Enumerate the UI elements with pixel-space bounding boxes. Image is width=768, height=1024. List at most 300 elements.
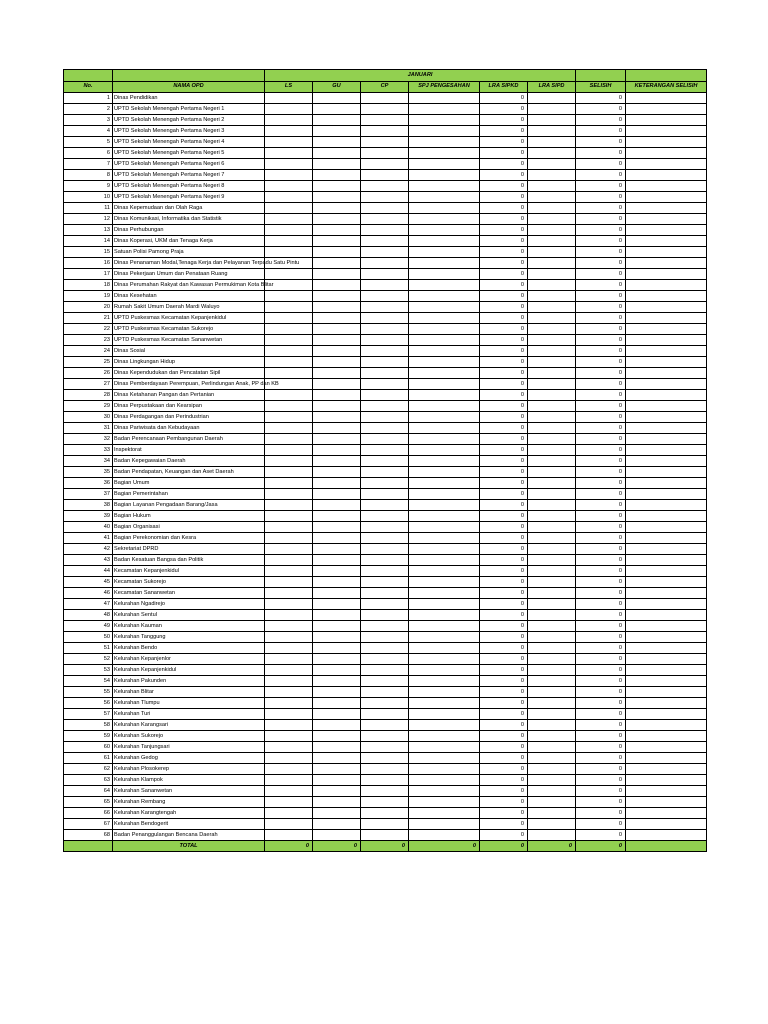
cp-cell (361, 236, 409, 247)
table-row (64, 533, 707, 544)
cp-cell (361, 302, 409, 313)
spj-pengesahan-cell (409, 181, 480, 192)
row-number-cell: 11 (64, 203, 113, 214)
keterangan-selisih-cell (626, 203, 707, 214)
spj-pengesahan-cell (409, 467, 480, 478)
selisih-cell: 0 (576, 379, 626, 390)
gu-cell (313, 742, 361, 753)
spj-pengesahan-cell (409, 566, 480, 577)
lra-sipkd-cell: 0 (480, 654, 528, 665)
row-number-cell: 61 (64, 753, 113, 764)
lra-sipd-cell (528, 709, 576, 720)
gu-cell (313, 577, 361, 588)
gu-cell (313, 126, 361, 137)
keterangan-selisih-cell (626, 357, 707, 368)
lra-sipkd-cell: 0 (480, 478, 528, 489)
lra-sipd-cell (528, 214, 576, 225)
keterangan-selisih-cell (626, 126, 707, 137)
cp-cell (361, 434, 409, 445)
spj-pengesahan-cell (409, 126, 480, 137)
selisih-cell: 0 (576, 555, 626, 566)
gu-cell (313, 423, 361, 434)
lra-sipkd-cell: 0 (480, 698, 528, 709)
gu-cell (313, 456, 361, 467)
keterangan-selisih-cell (626, 764, 707, 775)
opd-name-cell: UPTD Sekolah Menengah Pertama Negeri 3 (113, 126, 265, 137)
opd-name-cell: Kelurahan Sukorejo (113, 731, 265, 742)
row-number-cell: 56 (64, 698, 113, 709)
ls-cell (265, 390, 313, 401)
spj-pengesahan-cell (409, 797, 480, 808)
header-row-columns (64, 81, 707, 93)
gu-cell (313, 291, 361, 302)
lra-sipd-cell (528, 764, 576, 775)
opd-name-cell: Dinas Lingkungan Hidup (113, 357, 265, 368)
selisih-cell: 0 (576, 225, 626, 236)
row-number-cell: 48 (64, 610, 113, 621)
row-number-cell: 18 (64, 280, 113, 291)
ls-cell (265, 819, 313, 830)
keterangan-selisih-cell (626, 115, 707, 126)
row-number-cell: 62 (64, 764, 113, 775)
cp-cell (361, 654, 409, 665)
cp-cell (361, 346, 409, 357)
table-row (64, 181, 707, 192)
spj-pengesahan-cell (409, 412, 480, 423)
lra-sipkd-cell: 0 (480, 203, 528, 214)
table-row (64, 500, 707, 511)
ls-cell (265, 368, 313, 379)
ls-cell (265, 720, 313, 731)
lra-sipkd-cell: 0 (480, 588, 528, 599)
lra-sipd-cell (528, 676, 576, 687)
selisih-cell: 0 (576, 126, 626, 137)
gu-cell (313, 434, 361, 445)
header-blank-cell (113, 70, 265, 82)
total-spj: 0 (409, 841, 480, 852)
opd-name-cell: Dinas Komunikasi, Informatika dan Statistik (113, 214, 265, 225)
lra-sipd-cell (528, 445, 576, 456)
ls-cell (265, 434, 313, 445)
lra-sipd-cell (528, 280, 576, 291)
ls-cell (265, 599, 313, 610)
row-number-cell: 37 (64, 489, 113, 500)
selisih-cell: 0 (576, 808, 626, 819)
gu-cell (313, 280, 361, 291)
table-row (64, 555, 707, 566)
keterangan-selisih-cell (626, 258, 707, 269)
row-number-cell: 16 (64, 258, 113, 269)
keterangan-selisih-cell (626, 808, 707, 819)
cp-cell (361, 247, 409, 258)
gu-cell (313, 302, 361, 313)
lra-sipd-cell (528, 500, 576, 511)
table-row (64, 115, 707, 126)
row-number-cell: 26 (64, 368, 113, 379)
row-number-cell: 29 (64, 401, 113, 412)
row-number-cell: 47 (64, 599, 113, 610)
table-row (64, 698, 707, 709)
selisih-cell: 0 (576, 258, 626, 269)
lra-sipd-cell (528, 533, 576, 544)
opd-name-cell: UPTD Sekolah Menengah Pertama Negeri 4 (113, 137, 265, 148)
total-ls: 0 (265, 841, 313, 852)
spj-pengesahan-cell (409, 302, 480, 313)
gu-cell (313, 753, 361, 764)
gu-cell (313, 192, 361, 203)
spj-pengesahan-cell (409, 478, 480, 489)
table-row (64, 137, 707, 148)
lra-sipkd-cell: 0 (480, 181, 528, 192)
lra-sipkd-cell: 0 (480, 764, 528, 775)
keterangan-selisih-cell (626, 720, 707, 731)
keterangan-selisih-cell (626, 104, 707, 115)
lra-sipd-cell (528, 181, 576, 192)
ls-cell (265, 214, 313, 225)
table-row (64, 390, 707, 401)
cp-cell (361, 357, 409, 368)
cp-cell (361, 753, 409, 764)
spj-pengesahan-cell (409, 445, 480, 456)
selisih-cell: 0 (576, 412, 626, 423)
spj-pengesahan-cell (409, 654, 480, 665)
ls-cell (265, 566, 313, 577)
ls-cell (265, 687, 313, 698)
lra-sipd-cell (528, 775, 576, 786)
lra-sipkd-cell: 0 (480, 577, 528, 588)
opd-name-cell: UPTD Puskesmas Kecamatan Sananwetan (113, 335, 265, 346)
table-row (64, 665, 707, 676)
opd-name-cell: UPTD Sekolah Menengah Pertama Negeri 8 (113, 181, 265, 192)
cp-cell (361, 478, 409, 489)
keterangan-selisih-cell (626, 522, 707, 533)
ls-cell (265, 445, 313, 456)
gu-cell (313, 775, 361, 786)
selisih-cell: 0 (576, 346, 626, 357)
lra-sipkd-cell: 0 (480, 797, 528, 808)
gu-cell (313, 621, 361, 632)
cp-cell (361, 544, 409, 555)
selisih-cell: 0 (576, 104, 626, 115)
lra-sipkd-cell: 0 (480, 159, 528, 170)
keterangan-selisih-cell (626, 313, 707, 324)
row-number-cell: 57 (64, 709, 113, 720)
ls-cell (265, 577, 313, 588)
gu-cell (313, 665, 361, 676)
opd-name-cell: Kelurahan Bendogerit (113, 819, 265, 830)
selisih-cell: 0 (576, 533, 626, 544)
lra-sipd-cell (528, 720, 576, 731)
lra-sipkd-cell: 0 (480, 269, 528, 280)
gu-cell (313, 676, 361, 687)
spj-pengesahan-cell (409, 511, 480, 522)
row-number-cell: 67 (64, 819, 113, 830)
keterangan-selisih-cell (626, 291, 707, 302)
cp-cell (361, 379, 409, 390)
spj-pengesahan-cell (409, 104, 480, 115)
opd-name-cell: Kelurahan Karangsari (113, 720, 265, 731)
gu-cell (313, 368, 361, 379)
lra-sipkd-cell: 0 (480, 665, 528, 676)
table-row (64, 478, 707, 489)
lra-sipkd-cell: 0 (480, 302, 528, 313)
table-row (64, 808, 707, 819)
spj-pengesahan-cell (409, 346, 480, 357)
row-number-cell: 44 (64, 566, 113, 577)
ls-cell (265, 632, 313, 643)
lra-sipd-cell (528, 819, 576, 830)
selisih-cell: 0 (576, 753, 626, 764)
lra-sipd-cell (528, 742, 576, 753)
gu-cell (313, 357, 361, 368)
lra-sipkd-cell: 0 (480, 830, 528, 841)
lra-sipd-cell (528, 126, 576, 137)
opd-name-cell: Kelurahan Sentul (113, 610, 265, 621)
lra-sipd-cell (528, 346, 576, 357)
row-number-cell: 10 (64, 192, 113, 203)
opd-name-cell: UPTD Sekolah Menengah Pertama Negeri 5 (113, 148, 265, 159)
gu-cell (313, 731, 361, 742)
keterangan-selisih-cell (626, 324, 707, 335)
selisih-cell: 0 (576, 621, 626, 632)
selisih-cell: 0 (576, 599, 626, 610)
selisih-cell: 0 (576, 489, 626, 500)
selisih-cell: 0 (576, 192, 626, 203)
gu-cell (313, 148, 361, 159)
row-number-cell: 32 (64, 434, 113, 445)
opd-name-cell: Bagian Layanan Pengadaan Barang/Jasa (113, 500, 265, 511)
lra-sipkd-cell: 0 (480, 819, 528, 830)
keterangan-selisih-cell (626, 159, 707, 170)
ls-cell (265, 401, 313, 412)
table-row (64, 577, 707, 588)
lra-sipkd-cell: 0 (480, 346, 528, 357)
cp-cell (361, 280, 409, 291)
spj-pengesahan-cell (409, 456, 480, 467)
spj-pengesahan-cell (409, 808, 480, 819)
lra-sipd-cell (528, 148, 576, 159)
selisih-cell: 0 (576, 247, 626, 258)
opd-name-cell: Badan Penanggulangan Bencana Daerah (113, 830, 265, 841)
opd-name-cell: UPTD Puskesmas Kecamatan Sukorejo (113, 324, 265, 335)
cp-cell (361, 467, 409, 478)
selisih-cell: 0 (576, 698, 626, 709)
row-number-cell: 14 (64, 236, 113, 247)
opd-name-cell: Kecamatan Sananwetan (113, 588, 265, 599)
lra-sipkd-cell: 0 (480, 731, 528, 742)
cp-cell (361, 368, 409, 379)
selisih-cell: 0 (576, 390, 626, 401)
gu-cell (313, 225, 361, 236)
lra-sipd-cell (528, 357, 576, 368)
keterangan-selisih-cell (626, 434, 707, 445)
table-header (64, 70, 707, 93)
lra-sipkd-cell: 0 (480, 610, 528, 621)
spreadsheet-table (63, 69, 707, 852)
lra-sipd-cell (528, 610, 576, 621)
ls-cell (265, 192, 313, 203)
col-header-spj-pengesahan: SPJ PENGESAHAN (409, 81, 480, 93)
spj-pengesahan-cell (409, 390, 480, 401)
row-number-cell: 45 (64, 577, 113, 588)
ls-cell (265, 676, 313, 687)
ls-cell (265, 115, 313, 126)
selisih-cell: 0 (576, 654, 626, 665)
opd-name-cell: UPTD Sekolah Menengah Pertama Negeri 2 (113, 115, 265, 126)
lra-sipkd-cell: 0 (480, 489, 528, 500)
ls-cell (265, 159, 313, 170)
lra-sipd-cell (528, 192, 576, 203)
table-row (64, 434, 707, 445)
row-number-cell: 4 (64, 126, 113, 137)
opd-name-cell: Bagian Umum (113, 478, 265, 489)
cp-cell (361, 93, 409, 104)
table-row (64, 489, 707, 500)
opd-name-cell: Dinas Kepemudaan dan Olah Raga (113, 203, 265, 214)
lra-sipd-cell (528, 104, 576, 115)
selisih-cell: 0 (576, 676, 626, 687)
col-header-ls: LS (265, 81, 313, 93)
row-number-cell: 64 (64, 786, 113, 797)
opd-name-cell: Rumah Sakit Umum Daerah Mardi Waluyo (113, 302, 265, 313)
gu-cell (313, 258, 361, 269)
table-row (64, 126, 707, 137)
opd-name-cell: Dinas Pariwisata dan Kebudayaan (113, 423, 265, 434)
row-number-cell: 63 (64, 775, 113, 786)
selisih-cell: 0 (576, 819, 626, 830)
cp-cell (361, 401, 409, 412)
lra-sipd-cell (528, 247, 576, 258)
ls-cell (265, 621, 313, 632)
selisih-cell: 0 (576, 500, 626, 511)
cp-cell (361, 676, 409, 687)
lra-sipkd-cell: 0 (480, 368, 528, 379)
selisih-cell: 0 (576, 434, 626, 445)
row-number-cell: 31 (64, 423, 113, 434)
keterangan-selisih-cell (626, 753, 707, 764)
ls-cell (265, 357, 313, 368)
ls-cell (265, 137, 313, 148)
opd-name-cell: Badan Pendapatan, Keuangan dan Aset Daerah (113, 467, 265, 478)
row-number-cell: 19 (64, 291, 113, 302)
keterangan-selisih-cell (626, 687, 707, 698)
ls-cell (265, 500, 313, 511)
table-row (64, 676, 707, 687)
keterangan-selisih-cell (626, 236, 707, 247)
cp-cell (361, 269, 409, 280)
row-number-cell: 40 (64, 522, 113, 533)
selisih-cell: 0 (576, 214, 626, 225)
table-row (64, 302, 707, 313)
keterangan-selisih-cell (626, 148, 707, 159)
row-number-cell: 42 (64, 544, 113, 555)
lra-sipkd-cell: 0 (480, 720, 528, 731)
spj-pengesahan-cell (409, 687, 480, 698)
lra-sipd-cell (528, 423, 576, 434)
keterangan-selisih-cell (626, 390, 707, 401)
spj-pengesahan-cell (409, 753, 480, 764)
table-row (64, 610, 707, 621)
cp-cell (361, 181, 409, 192)
keterangan-selisih-cell (626, 500, 707, 511)
selisih-cell: 0 (576, 170, 626, 181)
total-keterangan (626, 841, 707, 852)
selisih-cell: 0 (576, 511, 626, 522)
gu-cell (313, 522, 361, 533)
row-number-cell: 41 (64, 533, 113, 544)
selisih-cell: 0 (576, 159, 626, 170)
ls-cell (265, 511, 313, 522)
ls-cell (265, 148, 313, 159)
gu-cell (313, 324, 361, 335)
lra-sipkd-cell: 0 (480, 500, 528, 511)
ls-cell (265, 698, 313, 709)
ls-cell (265, 423, 313, 434)
table-row (64, 159, 707, 170)
ls-cell (265, 93, 313, 104)
keterangan-selisih-cell (626, 181, 707, 192)
table-row (64, 225, 707, 236)
gu-cell (313, 335, 361, 346)
col-header-no: No. (64, 81, 113, 93)
keterangan-selisih-cell (626, 588, 707, 599)
opd-name-cell: Kelurahan Tanjungsari (113, 742, 265, 753)
ls-cell (265, 533, 313, 544)
gu-cell (313, 203, 361, 214)
row-number-cell: 49 (64, 621, 113, 632)
gu-cell (313, 115, 361, 126)
cp-cell (361, 555, 409, 566)
table-row (64, 566, 707, 577)
lra-sipkd-cell: 0 (480, 687, 528, 698)
selisih-cell: 0 (576, 720, 626, 731)
gu-cell (313, 181, 361, 192)
opd-name-cell: Dinas Pendidikan (113, 93, 265, 104)
lra-sipkd-cell: 0 (480, 247, 528, 258)
cp-cell (361, 533, 409, 544)
row-number-cell: 35 (64, 467, 113, 478)
table-row (64, 819, 707, 830)
table-row (64, 258, 707, 269)
spj-pengesahan-cell (409, 819, 480, 830)
row-number-cell: 65 (64, 797, 113, 808)
total-gu: 0 (313, 841, 361, 852)
lra-sipkd-cell: 0 (480, 104, 528, 115)
opd-name-cell: UPTD Sekolah Menengah Pertama Negeri 6 (113, 159, 265, 170)
cp-cell (361, 665, 409, 676)
cp-cell (361, 148, 409, 159)
selisih-cell: 0 (576, 588, 626, 599)
ls-cell (265, 797, 313, 808)
ls-cell (265, 324, 313, 335)
spj-pengesahan-cell (409, 665, 480, 676)
cp-cell (361, 643, 409, 654)
spj-pengesahan-cell (409, 159, 480, 170)
opd-name-cell: Dinas Pemberdayaan Perempuan, Perlindungan Anak, PP dan KB (113, 379, 265, 390)
opd-name-cell: Dinas Perumahan Rakyat dan Kawasan Permukiman Kota Blitar (113, 280, 265, 291)
keterangan-selisih-cell (626, 302, 707, 313)
row-number-cell: 39 (64, 511, 113, 522)
keterangan-selisih-cell (626, 786, 707, 797)
header-blank-cell (576, 70, 626, 82)
cp-cell (361, 203, 409, 214)
gu-cell (313, 599, 361, 610)
ls-cell (265, 522, 313, 533)
cp-cell (361, 797, 409, 808)
row-number-cell: 12 (64, 214, 113, 225)
table-row (64, 401, 707, 412)
selisih-cell: 0 (576, 313, 626, 324)
